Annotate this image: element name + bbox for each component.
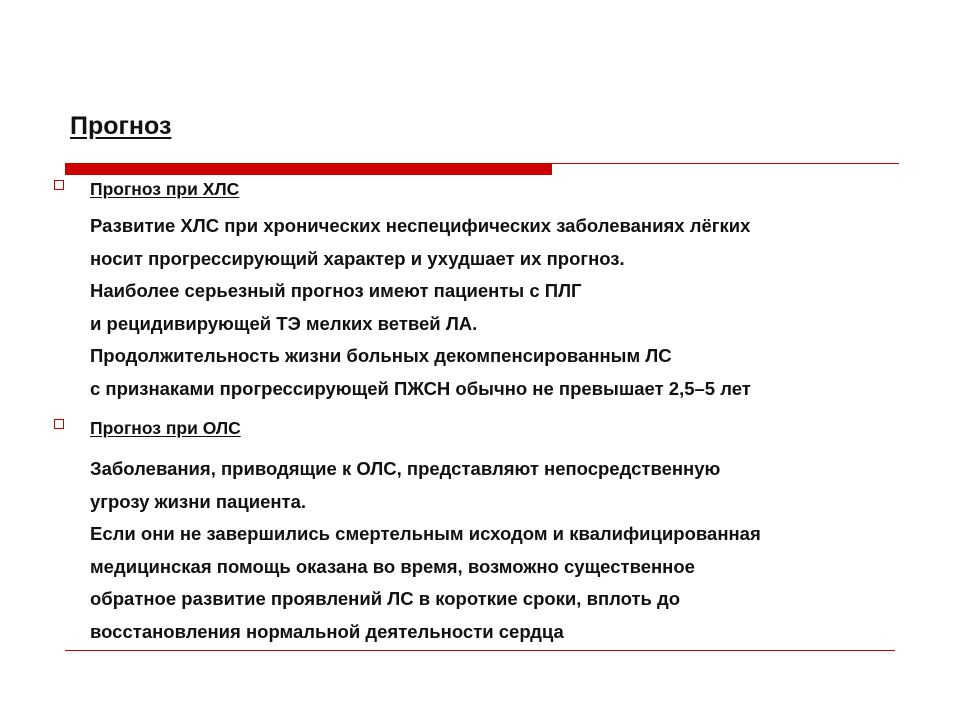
slide-title: Прогноз (70, 112, 172, 140)
body-line: Заболевания, приводящие к ОЛС, представляют непосредственную (90, 458, 721, 479)
title-divider-thick (65, 163, 552, 175)
section-heading-hls: Прогноз при ХЛС (90, 179, 240, 199)
footer-divider (65, 650, 895, 651)
title-divider-thin (552, 163, 899, 164)
section-body-hls (90, 210, 751, 405)
section-body-ols (90, 453, 761, 648)
square-bullet-icon (54, 180, 64, 190)
body-line: восстановления нормальной деятельности сердца (90, 620, 564, 642)
body-line: обратное развитие проявлений ЛС в короткие сроки, вплоть до (90, 588, 681, 609)
body-line: Наиболее серьезный прогноз имеют пациенты с ПЛГ (90, 280, 582, 301)
body-line: носит прогрессирующий характер и ухудшает их прогноз. (90, 247, 625, 269)
body-line: Если они не завершились смертельным исходом и квалифицированная (90, 523, 761, 544)
body-line: угрозу жизни пациента. (90, 490, 307, 512)
body-line: и рецидивирующей ТЭ мелких ветвей ЛА. (90, 312, 478, 334)
square-bullet-icon (54, 419, 64, 429)
body-line: Развитие ХЛС при хронических неспецифических заболеваниях лёгких (90, 215, 751, 236)
body-line: Продолжительность жизни больных декомпенсированным ЛС (90, 345, 672, 366)
body-line: медицинская помощь оказана во время, возможно существенное (90, 555, 695, 577)
section-heading-ols: Прогноз при ОЛС (90, 418, 241, 438)
body-line: с признаками прогрессирующей ПЖСН обычно не превышает 2,5–5 лет (90, 377, 751, 399)
